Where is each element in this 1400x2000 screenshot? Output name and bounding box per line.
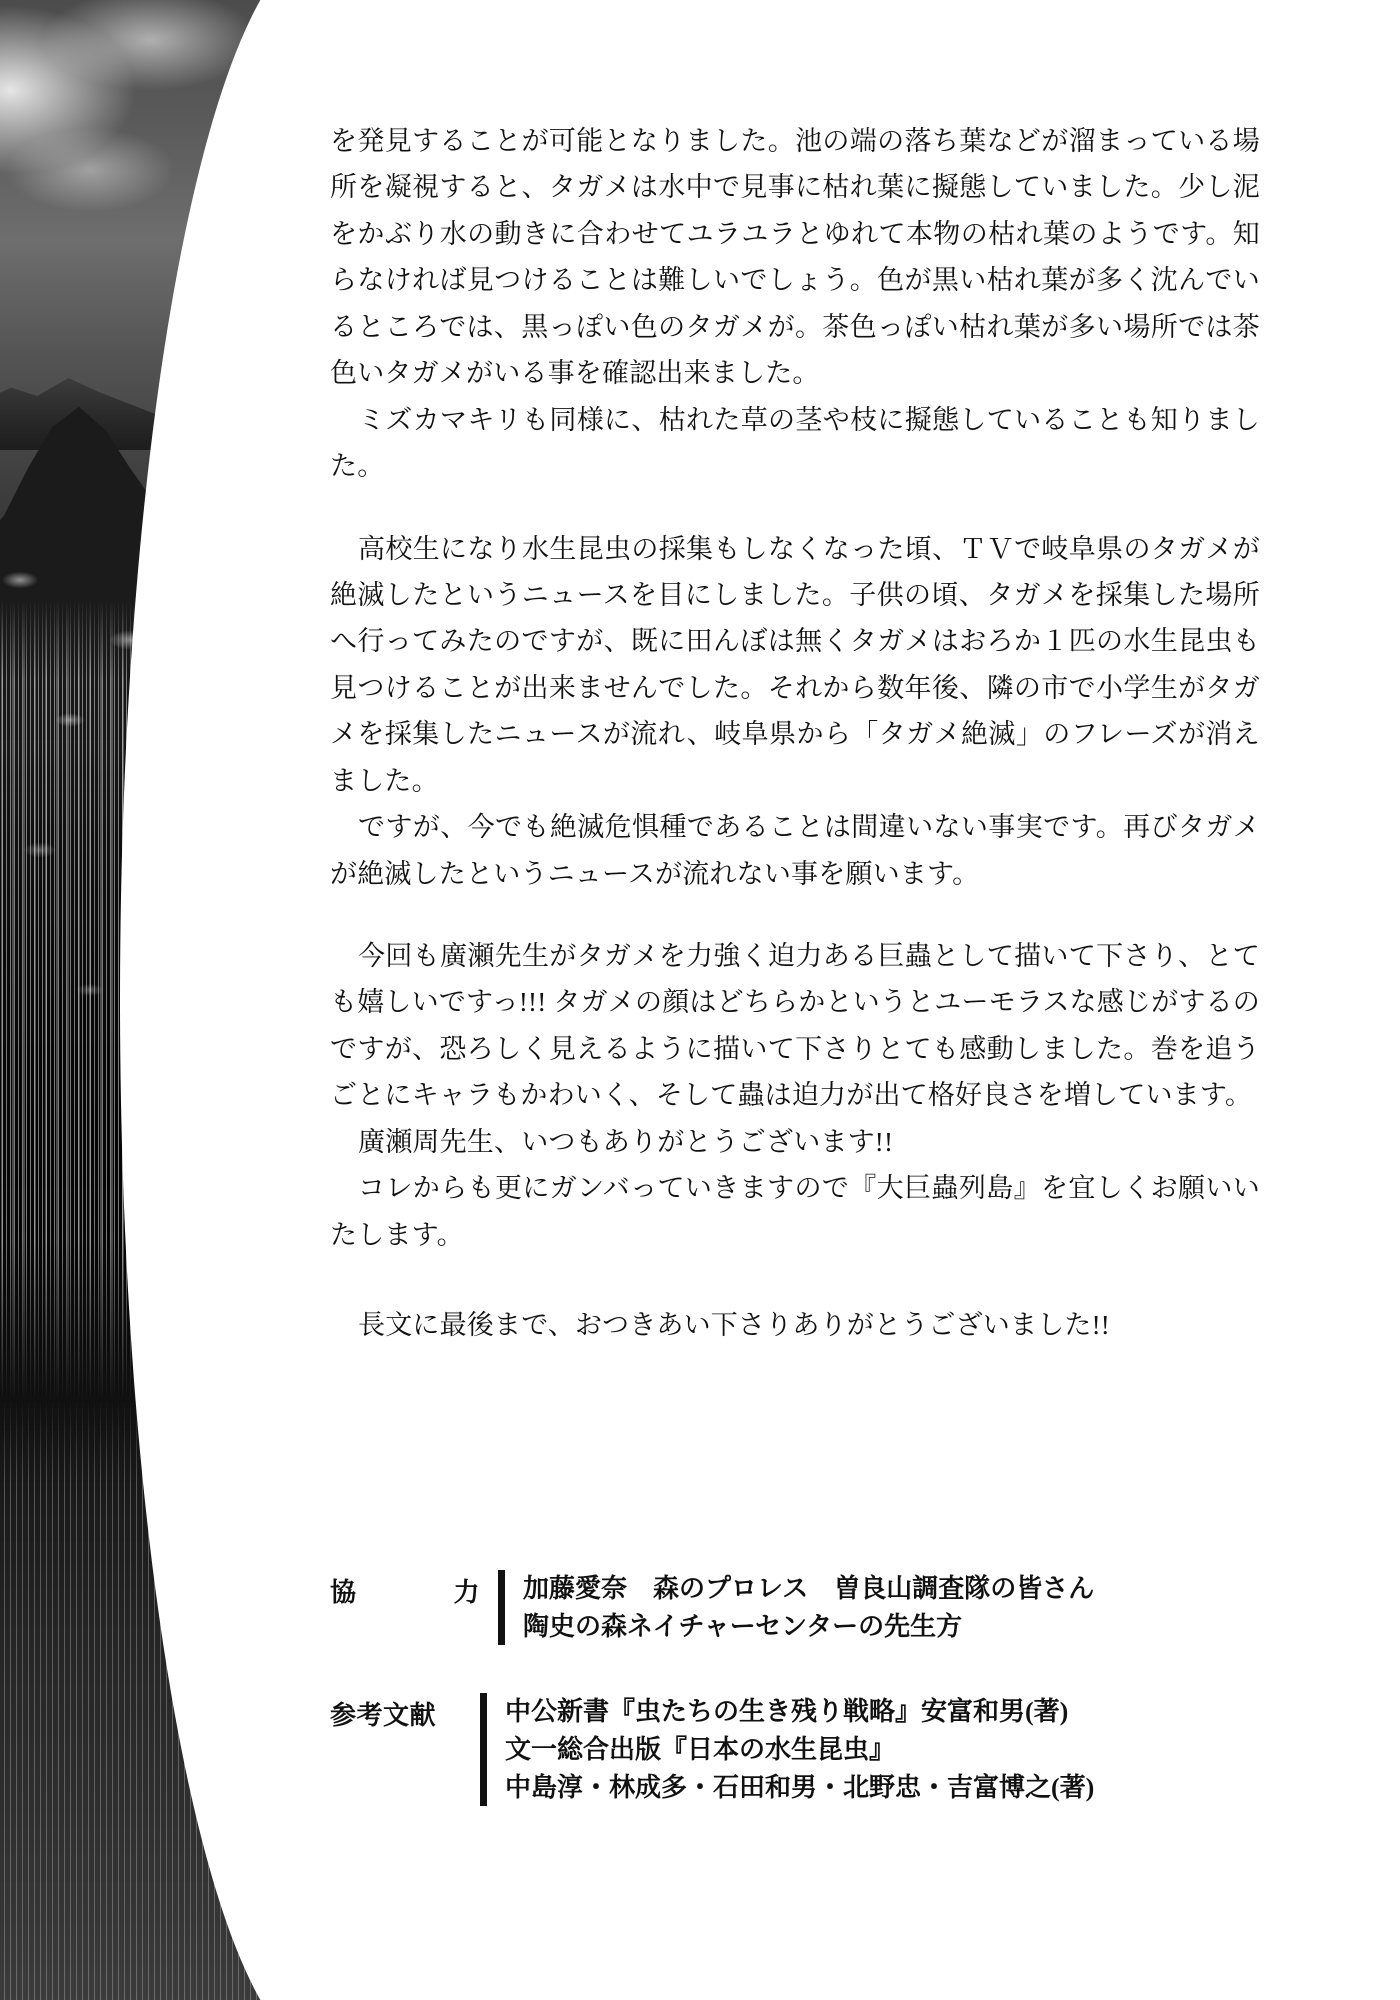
credit-divider — [480, 1693, 487, 1806]
credit-block-references — [330, 1693, 1260, 1806]
text-column — [330, 0, 1290, 2000]
credit-label — [330, 1570, 498, 1609]
paragraph-spacer — [330, 490, 1260, 526]
credit-line: 中島淳・林成多・石田和男・北野忠・吉富博之(著) — [505, 1772, 1095, 1802]
credit-line: 陶史の森ネイチャーセンターの先生方 — [523, 1611, 963, 1641]
credit-divider — [498, 1570, 505, 1645]
credit-line: 文一総合出版『日本の水生昆虫』 — [505, 1735, 896, 1765]
paragraph: ですが、今でも絶滅危惧種であることは間違いない事実です。再びタガメが絶滅したというニュースが流れない事を願います。 — [330, 812, 1260, 889]
paragraph: ミズカマキリも同様に、枯れた草の茎や枝に擬態していることも知りました。 — [330, 404, 1260, 482]
credit-label-char: 協 — [330, 1578, 357, 1607]
paragraph: を発見することが可能となりました。池の端の落ち葉などが溜まっている場所を凝視すると、タガメは水中で見事に枯れ葉に擬態していました。少し泥をかぶり水の動きに合わせてユラユラとゆれて本物の枯れ葉のようです。知らなければ見つけることは難しいでしょう。色が黒い枯れ葉が多く沈んでいるところでは、黒っぽい色のタガメが。茶色っぽい枯れ葉が多い場所では茶色いタガメがいる事を確認出来ました。 — [330, 126, 1260, 389]
credits-section — [330, 1570, 1260, 1854]
illustration-panel — [0, 0, 300, 2000]
credit-values — [505, 1693, 1260, 1806]
paragraph-spacer — [330, 1258, 1260, 1302]
paragraph: 廣瀬周先生、いつもありがとうございます!! — [358, 1126, 894, 1157]
credit-block-cooperation — [330, 1570, 1260, 1645]
credit-line: 中公新書『虫たちの生き残り戦略』安富和男(著) — [505, 1697, 1069, 1727]
paragraph-spacer — [330, 897, 1260, 933]
paragraph: コレからも更にガンバっていきますので『大巨蟲列島』を宜しくお願いいたします。 — [330, 1173, 1260, 1250]
afterword-body — [330, 118, 1260, 1349]
paragraph: 高校生になり水生昆虫の採集もしなくなった頃、ＴＶで岐阜県のタガメが絶滅したというニュースを目にしました。子供の頃、タガメを採集した場所へ行ってみたのですが、既に田んぼは無くタガメはおろか１匹の水生昆虫も見つけることが出来ませんでした。それから数年後、隣の市で小学生がタガメを採集したニュースが流れ、岐阜県から「タガメ絶滅」のフレーズが消えました。 — [330, 533, 1260, 796]
credit-values — [523, 1570, 1260, 1645]
credit-line: 加藤愛奈 森のプロレス 曽良山調査隊の皆さん — [523, 1574, 1095, 1603]
credit-label: 参考文献 — [330, 1701, 437, 1731]
closing-paragraph: 長文に最後まで、おつきあい下さりありがとうございました!! — [358, 1310, 1110, 1341]
paragraph: 今回も廣瀬先生がタガメを力強く迫力ある巨蟲として描いて下さり、とても嬉しいですっ!!! タガメの顔はどちらかというとユーモラスな感じがするのですが、恐ろしく見えるように描いて下さりとても感動しました。巻を追うごとにキャラもかわいく、そして蟲は迫力が出て格好良さを増しています。 — [330, 941, 1260, 1111]
credit-label-char: 力 — [453, 1578, 480, 1607]
